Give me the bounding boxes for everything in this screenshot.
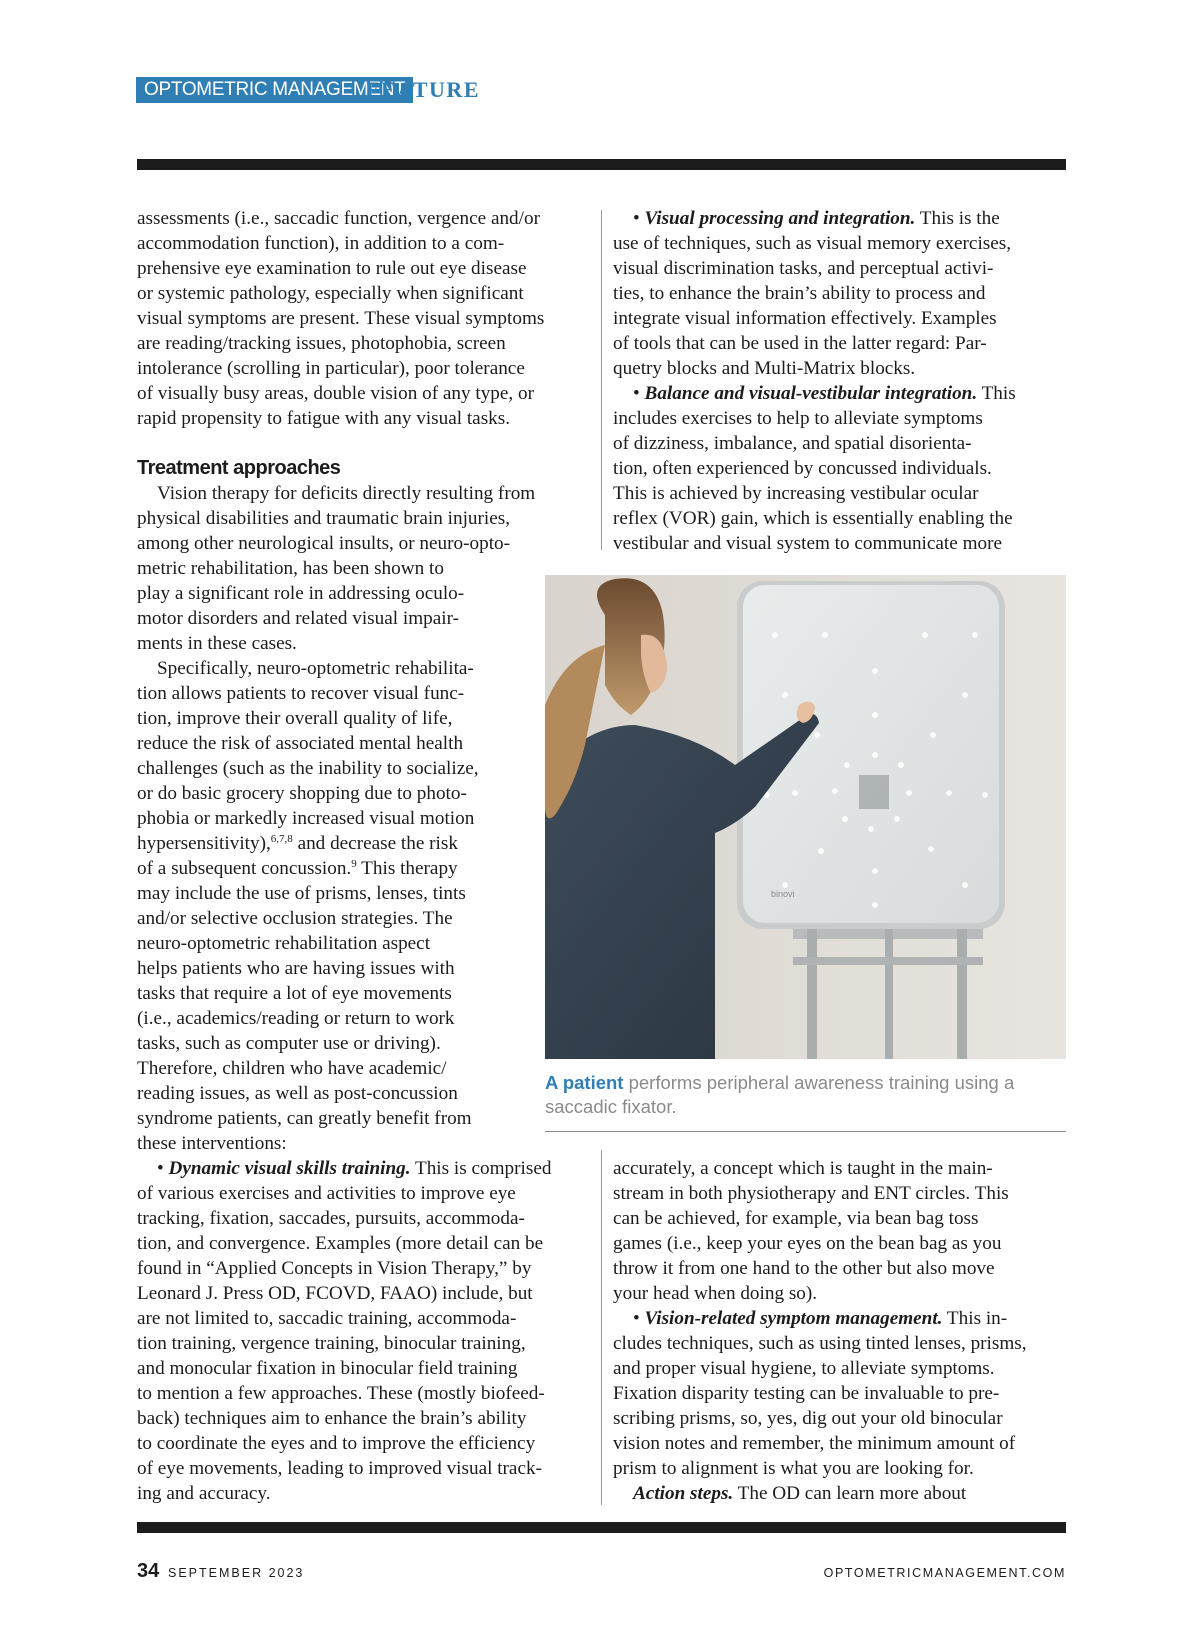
left-column-dvst: [137, 1156, 587, 1506]
text-line: prism to alignment is what you are looking for.: [613, 1458, 974, 1479]
text-line: tasks, such as computer use or driving).: [137, 1033, 441, 1054]
text-line: found in “Applied Concepts in Vision Therapy,” by: [137, 1258, 532, 1279]
text-line: these interventions:: [137, 1133, 287, 1154]
text-line: are reading/tracking issues, photophobia, screen: [137, 333, 506, 354]
text-line: to coordinate the eyes and to improve the efficiency: [137, 1433, 536, 1454]
top-rule: [137, 159, 1066, 170]
text-line: accurately, a concept which is taught in the main-: [613, 1158, 993, 1179]
text-line: among other neurological insults, or neuro-opto-: [137, 533, 511, 554]
left-column-narrow: [137, 556, 527, 1156]
text-line: back) techniques aim to enhance the brain’s ability: [137, 1408, 527, 1429]
text-line: can be achieved, for example, via bean bag toss: [613, 1208, 979, 1229]
text-line: and/or selective occlusion strategies. The: [137, 908, 453, 929]
text-line: helps patients who are having issues with: [137, 958, 455, 979]
text-line: or systemic pathology, especially when significant: [137, 283, 524, 304]
text-line: visual symptoms are present. These visual symptoms: [137, 308, 545, 329]
section-tag: OPTOMETRIC MANAGEMENT: [136, 77, 413, 103]
text-line: reflex (VOR) gain, which is essentially enabling the: [613, 508, 1013, 529]
text-line: reading issues, as well as post-concussion: [137, 1083, 458, 1104]
vrsm-paragraph-start: • Vision-related symptom management. This in-: [633, 1308, 1008, 1329]
text-line: your head when doing so).: [613, 1283, 818, 1304]
text-line: tion, improve their overall quality of life,: [137, 708, 453, 729]
column-divider-bottom: [601, 1150, 602, 1505]
issue-date: SEPTEMBER 2023: [168, 1566, 305, 1580]
text-line: neuro-optometric rehabilitation aspect: [137, 933, 431, 954]
bvi-paragraph-start: • Balance and visual-vestibular integration. This: [633, 383, 1016, 404]
text-line: reduce the risk of associated mental health: [137, 733, 464, 754]
text-line: of visually busy areas, double vision of any type, or: [137, 383, 534, 404]
text-line: ments in these cases.: [137, 633, 297, 654]
text-line: ing and accuracy.: [137, 1483, 271, 1504]
action-steps-paragraph-start: Action steps. The OD can learn more about: [633, 1483, 967, 1504]
text-line: tion allows patients to recover visual func-: [137, 683, 465, 704]
text-line: tracking, fixation, saccades, pursuits, accommoda-: [137, 1208, 525, 1229]
text-line: Therefore, children who have academic/: [137, 1058, 447, 1079]
text-line: scribing prisms, so, yes, dig out your old binocular: [613, 1408, 1003, 1429]
text-line: Vision therapy for deficits directly resulting from: [157, 483, 536, 504]
text-line: of eye movements, leading to improved visual track-: [137, 1458, 542, 1479]
caption-rule: [545, 1131, 1066, 1132]
device-brand-text: binovi: [771, 889, 795, 899]
right-column-top: [613, 206, 1068, 556]
text-line: intolerance (scrolling in particular), poor tolerance: [137, 358, 525, 379]
text-line: or do basic grocery shopping due to photo-: [137, 783, 467, 804]
text-line: of dizziness, imbalance, and spatial disorienta-: [613, 433, 972, 454]
site-url: OPTOMETRICMANAGEMENT.COM: [823, 1566, 1066, 1580]
text-line: visual discrimination tasks, and perceptual activi-: [613, 258, 994, 279]
text-line: games (i.e., keep your eyes on the bean bag as you: [613, 1233, 1002, 1254]
left-column-treatment: [137, 481, 587, 556]
text-line: stream in both physiotherapy and ENT circles. This: [613, 1183, 1009, 1204]
right-column-bottom: [613, 1156, 1068, 1506]
text-line: quetry blocks and Multi-Matrix blocks.: [613, 358, 916, 379]
text-line: are not limited to, saccadic training, accommoda-: [137, 1308, 517, 1329]
photo-illustration: [545, 575, 1066, 1059]
text-line: includes exercises to help to alleviate symptoms: [613, 408, 983, 429]
text-line: and proper visual hygiene, to alleviate symptoms.: [613, 1358, 995, 1379]
bottom-rule: [137, 1522, 1066, 1533]
vpi-paragraph-start: • Visual processing and integration. This is the: [633, 208, 1000, 229]
text-line: assessments (i.e., saccadic function, vergence and/or: [137, 208, 540, 229]
superscript-line-1: hypersensitivity),$^{6,7,8}$ and decrease the risk: [137, 833, 458, 854]
text-line: may include the use of prisms, lenses, tints: [137, 883, 466, 904]
citation-9: 9: [351, 858, 357, 870]
text-line: phobia or markedly increased visual motion: [137, 808, 475, 829]
section-heading: Treatment approaches: [137, 457, 341, 479]
patient-training-photo: [545, 575, 1066, 1059]
text-line: use of techniques, such as visual memory exercises,: [613, 233, 1012, 254]
text-line: rapid propensity to fatigue with any visual tasks.: [137, 408, 511, 429]
text-line: cludes techniques, such as using tinted lenses, prisms,: [613, 1333, 1027, 1354]
left-column-intro: [137, 206, 587, 431]
text-line: prehensive eye examination to rule out eye disease: [137, 258, 527, 279]
text-line: tasks that require a lot of eye movements: [137, 983, 452, 1004]
text-line: of various exercises and activities to improve eye: [137, 1183, 516, 1204]
section-label: FEATURE: [366, 77, 480, 102]
citation-6-7-8: 6,7,8: [270, 833, 293, 845]
text-line: motor disorders and related visual impair-: [137, 608, 459, 629]
text-line: and monocular fixation in binocular field training: [137, 1358, 518, 1379]
text-line: accommodation function), in addition to a com-: [137, 233, 505, 254]
text-line: integrate visual information effectively. Examples: [613, 308, 997, 329]
column-divider-top: [601, 210, 602, 550]
text-line: Fixation disparity testing can be invaluable to pre-: [613, 1383, 1000, 1404]
text-line: vision notes and remember, the minimum amount of: [613, 1433, 1016, 1454]
page-number: 34: [137, 1560, 160, 1582]
text-line: Leonard J. Press OD, FCOVD, FAAO) include, but: [137, 1283, 533, 1304]
text-line: syndrome patients, can greatly benefit from: [137, 1108, 472, 1129]
text-line: This is achieved by increasing vestibular ocular: [613, 483, 979, 504]
text-line: ties, to enhance the brain’s ability to process and: [613, 283, 986, 304]
text-line: to mention a few approaches. These (mostly biofeed-: [137, 1383, 545, 1404]
text-line: tion, often experienced by concussed individuals.: [613, 458, 992, 479]
text-line: tion, and convergence. Examples (more detail can be: [137, 1233, 544, 1254]
text-line: challenges (such as the inability to socialize,: [137, 758, 479, 779]
text-line: metric rehabilitation, has been shown to: [137, 558, 444, 579]
text-line: vestibular and visual system to communicate more: [613, 533, 1002, 554]
text-line: throw it from one hand to the other but also move: [613, 1258, 995, 1279]
dvst-paragraph-start: • Dynamic visual skills training. This is comprised: [157, 1158, 552, 1179]
text-line: (i.e., academics/reading or return to work: [137, 1008, 455, 1029]
text-line: tion training, vergence training, binocular training,: [137, 1333, 526, 1354]
photo-caption: A patient performs peripheral awareness training using a saccadic fixator.: [545, 1072, 1015, 1117]
text-line: play a significant role in addressing oculo-: [137, 583, 465, 604]
text-line: of tools that can be used in the latter regard: Par-: [613, 333, 987, 354]
superscript-line-2: of a subsequent concussion.$^9$ This therapy: [137, 858, 458, 879]
text-line: Specifically, neuro-optometric rehabilita-: [157, 658, 474, 679]
text-line: physical disabilities and traumatic brain injuries,: [137, 508, 510, 529]
